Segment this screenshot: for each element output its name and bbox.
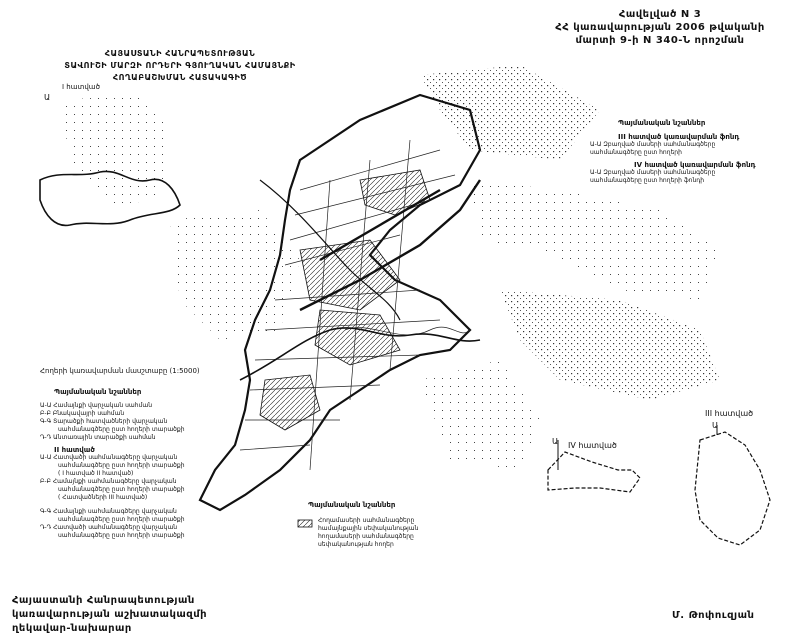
legend-left-item: սահմանագծերը ըստ հողերի տարածքի	[58, 516, 185, 523]
legend-left-item: ( I հատված II հատված)	[58, 470, 134, 477]
legend-bottom-item: Հողամասերի սահմանագծերը	[318, 517, 415, 524]
map-title-line-2: ՏԱՎՈՒՇԻ ՄԱՐԶԻ ՈՐԴԵՐԻ ԳՅՈՒՂԱԿԱՆ ՀԱՄԱՅՆՔԻ	[64, 61, 296, 70]
annex-line-1: Հավելված N 3	[618, 9, 702, 20]
inset-iii-marker: Ա	[712, 421, 719, 430]
signature-right-name: Մ. Թոփուզյան	[672, 610, 755, 621]
inset-iv-label: IV հատված	[568, 441, 617, 450]
map-title-line-1: ՀԱՅԱՍՏԱՆԻ ՀԱՆՐԱՊԵՏՈՒԹՅԱՆ	[104, 49, 256, 58]
annex-line-2: ՀՀ կառավարության 2006 թվականի	[555, 22, 765, 33]
legend-left-item: ( Հատվածների III հատված)	[58, 494, 148, 501]
legend-left-heading: Պայմանական նշաններ	[54, 388, 142, 396]
legend-bottom-item: սեփականության հողեր	[318, 541, 394, 548]
legend-top-right-item: III հատված կառավարման ֆոնդ	[618, 133, 740, 141]
legend-left-item: Ա-Ա Համայնքի վարչական սահման	[40, 402, 152, 409]
legend-left-item: սահմանագծերը ըստ հողերի տարածքի	[58, 462, 185, 469]
legend-left-item: Դ-Դ Անտառային տարածքի սահման	[40, 434, 156, 441]
signature-left-line-3: ղեկավար-նախարար	[12, 623, 132, 634]
legend-left-item: Գ-Գ Տարածքի հատվածների վարչական	[40, 418, 168, 425]
legend-top-right-item: սահմանագծերը ըստ հողերի	[590, 149, 682, 156]
inset-section-iii	[695, 425, 770, 545]
legend-left	[40, 366, 240, 540]
legend-left-item: սահմանագծերը ըստ հողերի տարածքի	[58, 426, 185, 433]
signature-left	[12, 594, 207, 636]
legend-bottom-item: հողամասերի սահմանագծերը	[318, 533, 414, 540]
legend-top-right-item: Ա-Ա Զբաղված մասերի սահմանագծերը	[590, 141, 716, 148]
map-title-line-3: ՀՈՂԱԲԱՇԽՄԱՆ ՀԱՏԱԿԱԳԻԾ	[112, 73, 248, 82]
signature-left-line-1: Հայաստանի Հանրապետության	[12, 595, 195, 606]
legend-top-right-item: սահմանագծերը ըստ հողերի ֆոնդի	[590, 177, 705, 184]
inset-i-marker: Ա	[44, 93, 51, 102]
annex-header	[540, 8, 780, 47]
legend-left-item: սահմանագծերը ըստ հողերի տարածքի	[58, 486, 185, 493]
legend-left-item: II հատված	[54, 446, 95, 454]
inset-i-label: I հատված	[62, 83, 100, 91]
legend-left-item: Դ-Դ Հատվածի սահմանագծերը վարչական	[40, 524, 178, 531]
legend-top-right-heading: Պայմանական նշաններ	[618, 119, 706, 127]
legend-scale-note: Հողերի կառավարման մասշտաբը (1:5000)	[40, 367, 200, 375]
map-title	[55, 48, 305, 84]
legend-left-item: Բ-Բ Բնակավայրի սահման	[40, 410, 125, 417]
legend-left-item: սահմանագծերը ըստ հողերի տարածքի	[58, 532, 185, 539]
legend-bottom-item: համայնքային սեփականության	[318, 525, 419, 532]
inset-iii-label: III հատված	[705, 409, 754, 418]
legend-top-right	[590, 118, 790, 185]
legend-bottom	[296, 500, 456, 549]
inset-iv-marker: Ա	[552, 437, 559, 446]
legend-top-right-item: Ա-Ա Զբաղված մասերի սահմանագծերը	[590, 169, 716, 176]
legend-left-item: Գ-Գ Համայնքի սահմանագծերը վարչական	[40, 508, 177, 515]
annex-line-3: մարտի 9-ի N 340-Ն որոշման	[575, 35, 745, 46]
signature-left-line-2: կառավարության աշխատակազմի	[12, 609, 208, 620]
legend-top-right-item: IV հատված կառավարման ֆոնդ	[634, 161, 756, 169]
legend-bottom-heading: Պայմանական նշաններ	[308, 501, 396, 509]
legend-left-item: Ա-Ա Հատվածի սահմանագծերը վարչական	[40, 454, 178, 461]
legend-left-item: Բ-Բ Համայնքի սահմանագծերը վարչական	[40, 478, 177, 485]
